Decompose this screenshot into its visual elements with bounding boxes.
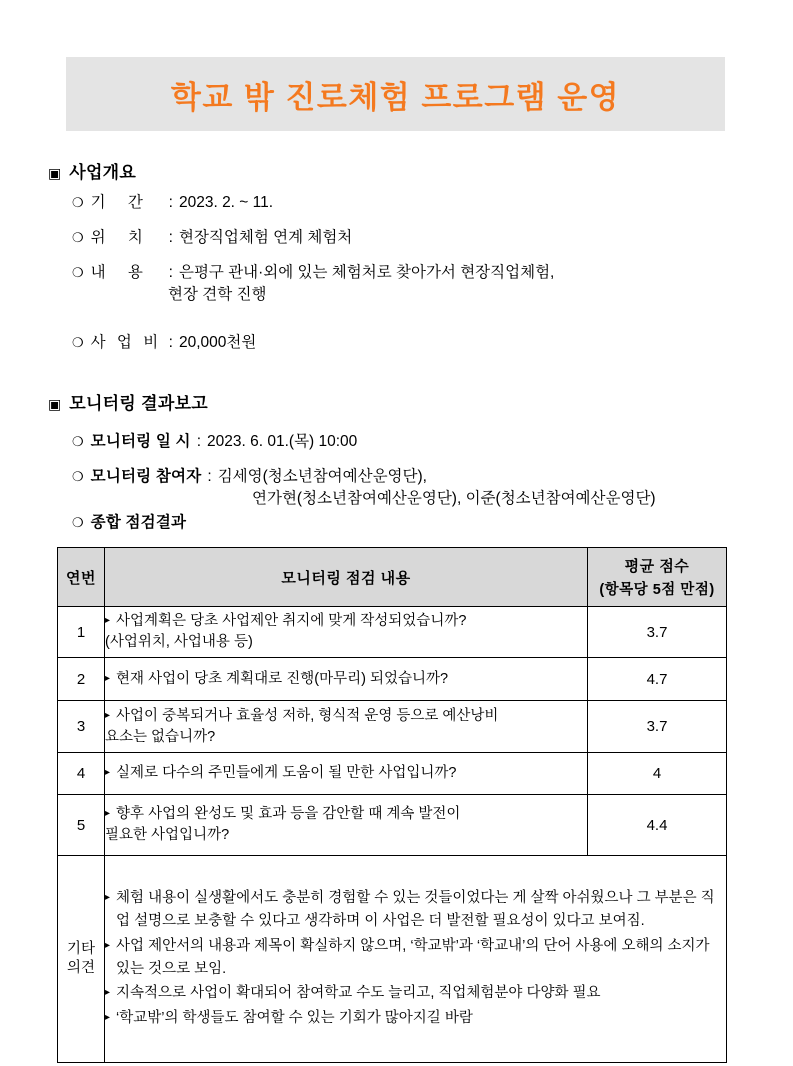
row-question-text: 사업이 중복되거나 효율성 저하, 형식적 운영 등으로 예산낭비: [116, 707, 499, 724]
circle-bullet-icon: ❍: [72, 195, 84, 210]
row-no: 2: [58, 658, 105, 701]
opinion-text: 체험 내용이 실생활에서도 충분히 경험할 수 있는 것들이었다는 게 살짝 아쉬웠으나 그 부분은 직업 설명으로 보충할 수 있다고 생각하며 이 사업은 더 발전할 필요성이 있다고 보여짐.: [116, 889, 715, 930]
row-score: 4.4: [588, 795, 727, 856]
col-header-no: 연번: [58, 548, 105, 607]
circle-bullet-icon: ❍: [72, 469, 84, 484]
table-row: [58, 701, 727, 753]
monitoring-result-table: [57, 547, 727, 1063]
row-score: 3.7: [588, 607, 727, 658]
row-question-sub: 요소는 없습니까?: [105, 728, 216, 745]
monitoring-datetime-value: 2023. 6. 01.(목) 10:00: [207, 433, 358, 450]
monitoring-participants-line1: 김세영(청소년참여예산운영단),: [217, 468, 427, 485]
overview-item-period: [0, 192, 793, 214]
col-header-score: [588, 548, 727, 607]
overview-value-content: 은평구 관내·외에 있는 체험처로 찾아가서 현장직업체험,: [178, 264, 555, 281]
overview-value-budget: 20,000천원: [178, 334, 257, 351]
row-question: [105, 753, 588, 795]
overview-label-budget: 사 업 비: [90, 334, 162, 351]
row-score: 4.7: [588, 658, 727, 701]
row-question-text: 실제로 다수의 주민들에게 도움이 될 만한 사업입니까?: [116, 765, 457, 782]
monitoring-result-label: 종합 점검결과: [90, 514, 187, 531]
overview-label-content: 내 용: [90, 264, 152, 281]
row-question-sub: (사업위치, 사업내용 등): [105, 634, 253, 650]
col-header-score-line1: 평균 점수: [624, 558, 690, 575]
section-overview-title: 사업개요: [69, 163, 137, 182]
opinion-item: [105, 935, 726, 982]
opinion-text: ‘학교밖’의 학생들도 참여할 수 있는 기회가 많아지길 바람: [116, 1009, 473, 1026]
overview-item-budget: [0, 332, 793, 354]
etc-label: [58, 856, 105, 1063]
triangle-bullet-icon: ▸: [105, 672, 111, 684]
monitoring-participants-label: 모니터링 참여자: [90, 468, 202, 485]
section-monitoring: [0, 389, 793, 414]
opinion-item: [105, 1007, 726, 1030]
opinion-text: 지속적으로 사업이 확대되어 참여학교 수도 늘리고, 직업체험분야 다양화 필요: [116, 985, 601, 1002]
row-score: 3.7: [588, 701, 727, 753]
overview-item-content: [0, 262, 793, 307]
overview-value-content-line2: 현장 견학 진행: [168, 286, 267, 304]
overview-value-period: 2023. 2. ~ 11.: [178, 194, 274, 211]
overview-label-period: 기 간: [90, 194, 152, 211]
section-overview: [0, 158, 793, 183]
circle-bullet-icon: ❍: [72, 230, 84, 245]
etc-label-line2: 의견: [66, 960, 95, 976]
row-question-text: 현재 사업이 당초 계획대로 진행(마무리) 되었습니까?: [116, 670, 449, 687]
triangle-bullet-icon: ▸: [105, 939, 111, 951]
section-monitoring-title: 모니터링 결과보고: [69, 394, 209, 413]
circle-bullet-icon: ❍: [72, 265, 84, 280]
row-question: [105, 701, 588, 753]
triangle-bullet-icon: ▸: [105, 615, 111, 627]
colon-content: :: [168, 264, 173, 281]
triangle-bullet-icon: ▸: [105, 1011, 111, 1023]
etc-label-line1: 기타: [66, 941, 95, 958]
filled-square-icon: ▣: [48, 165, 62, 181]
triangle-bullet-icon: ▸: [105, 767, 111, 779]
row-question-text: 사업계획은 당초 사업제안 취지에 맞게 작성되었습니까?: [116, 613, 467, 630]
circle-bullet-icon: ❍: [72, 515, 84, 530]
colon-datetime: :: [196, 433, 202, 450]
row-question-text: 향후 사업의 완성도 및 효과 등을 감안할 때 계속 발전이: [116, 806, 461, 823]
etc-opinions: [105, 856, 727, 1063]
col-header-content: 모니터링 점검 내용: [105, 548, 588, 607]
table-row-etc: [58, 856, 727, 1063]
opinion-text: 사업 제안서의 내용과 제목이 확실하지 않으며, ‘학교밖’과 ‘학교내’의 단어 사용에 오해의 소지가 있는 것으로 보임.: [116, 937, 710, 977]
row-score: 4: [588, 753, 727, 795]
monitoring-result-heading: [0, 512, 793, 534]
opinion-item: [105, 887, 726, 934]
circle-bullet-icon: ❍: [72, 335, 84, 350]
colon-budget: :: [168, 334, 173, 351]
row-no: 5: [58, 795, 105, 856]
page-title: 학교 밖 진로체험 프로그램 운영: [170, 79, 621, 115]
row-no: 4: [58, 753, 105, 795]
triangle-bullet-icon: ▸: [105, 987, 111, 999]
table-header-row: [58, 548, 727, 607]
filled-square-icon: ▣: [48, 396, 62, 412]
col-header-score-line2: (항목당 5점 만점): [599, 582, 715, 598]
overview-label-location: 위 치: [90, 229, 152, 246]
section-monitoring-heading: [48, 389, 793, 414]
colon-location: :: [168, 229, 173, 246]
overview-value-location: 현장직업체험 연계 체험처: [178, 229, 353, 246]
monitoring-datetime: [0, 431, 793, 453]
table-row: [58, 795, 727, 856]
opinion-item: [105, 982, 726, 1005]
overview-item-location: [0, 227, 793, 249]
monitoring-participants-line2: 연가현(청소년참여예산운영단), 이준(청소년참여예산운영단): [252, 490, 656, 508]
colon-period: :: [168, 194, 173, 211]
row-question: [105, 795, 588, 856]
row-question-sub: 필요한 사업입니까?: [105, 827, 230, 843]
table-row: [58, 658, 727, 701]
row-no: 1: [58, 607, 105, 658]
monitoring-participants: [0, 466, 793, 511]
row-question: [105, 658, 588, 701]
row-no: 3: [58, 701, 105, 753]
section-overview-heading: [48, 158, 793, 183]
table-row: [58, 753, 727, 795]
title-banner: [66, 57, 725, 131]
triangle-bullet-icon: ▸: [105, 808, 111, 820]
row-question: [105, 607, 588, 658]
table-row: [58, 607, 727, 658]
triangle-bullet-icon: ▸: [105, 709, 111, 721]
colon-participants: :: [207, 468, 212, 485]
circle-bullet-icon: ❍: [72, 434, 84, 449]
monitoring-datetime-label: 모니터링 일 시: [90, 433, 191, 450]
triangle-bullet-icon: ▸: [105, 891, 111, 903]
